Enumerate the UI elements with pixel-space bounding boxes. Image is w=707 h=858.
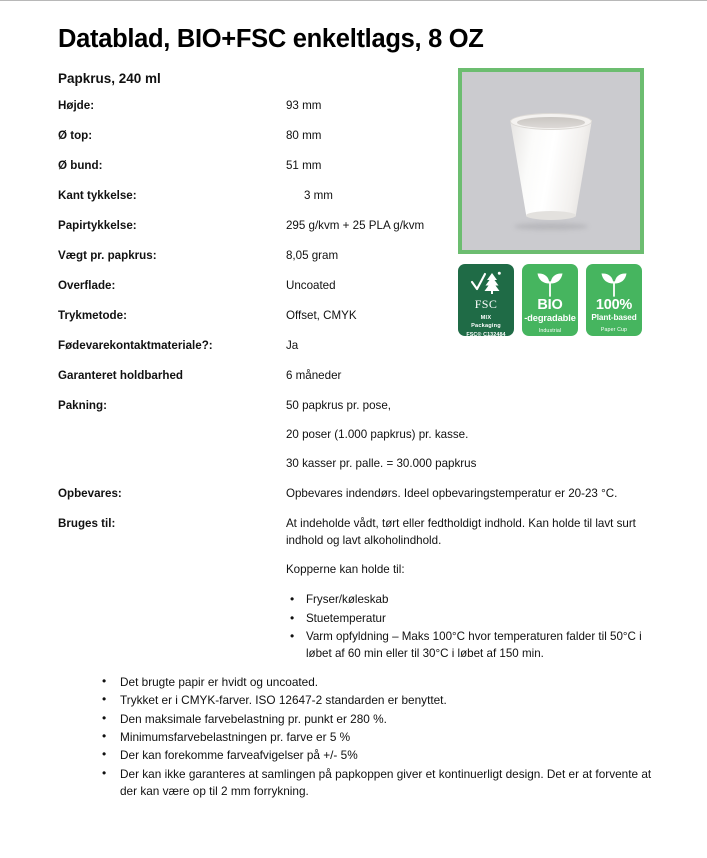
packing-line: 50 papkrus pr. pose, [285, 398, 392, 412]
spec-value: Ja [285, 338, 299, 352]
page-title: Datablad, BIO+FSC enkeltlags, 8 OZ [58, 25, 484, 54]
list-item: • Fryser/køleskab [306, 592, 658, 609]
spec-value: 8,05 gram [285, 248, 339, 262]
usage-bullet-list [286, 592, 658, 663]
table-row-storage [58, 486, 658, 516]
storage-text: Opbevares indendørs. Ideel opbevaringstemperatur er 20-23 °C. [285, 487, 618, 501]
spec-value: 6 måneder [285, 368, 342, 382]
spec-label: Ø bund: [58, 158, 103, 172]
list-item: • Varm opfyldning – Maks 100°C hvor temperaturen falder til 50°C i løbet af 60 min eller til 30°C i løbet af 150 min. [306, 629, 658, 663]
badge-fsc [458, 264, 514, 336]
spec-value: Offset, CMYK [285, 308, 357, 322]
badge-plant-based [586, 264, 642, 336]
table-row-usage [58, 516, 658, 678]
fsc-tree-checkmark-icon [458, 270, 514, 296]
fsc-packaging-label: Packaging [471, 323, 501, 329]
packing-line: 30 kasser pr. palle. = 30.000 papkrus [285, 457, 477, 471]
spec-value [286, 486, 658, 516]
spec-label: Fødevarekontaktmateriale?: [58, 338, 213, 352]
table-row [58, 338, 658, 368]
spec-label: Højde: [58, 99, 95, 112]
table-row [58, 368, 658, 398]
top-divider [0, 0, 707, 1]
spec-value: Uncoated [285, 278, 336, 292]
list-item: • Det brugte papir er hvidt og uncoated. [120, 674, 680, 691]
print-notes-list [120, 674, 680, 801]
product-photo-inner [462, 72, 640, 250]
spec-label: Kant tykkelse: [58, 188, 137, 202]
spec-label: Trykmetode: [58, 308, 127, 322]
badge-plantbased-subtitle: Plant-based [591, 312, 637, 322]
product-heading: Papkrus, 240 ml [58, 71, 161, 86]
spec-label: Garanteret holdbarhed [58, 368, 183, 382]
fsc-certificate-code: FSC® C132484 [466, 332, 506, 338]
leaf-sprout-icon [522, 270, 578, 297]
badge-plantbased-footnote: Paper Cup [600, 327, 628, 334]
badge-plantbased-title: 100% [595, 297, 633, 313]
certification-badges [458, 264, 648, 338]
spec-value [286, 398, 658, 487]
badge-biodegradable [522, 264, 578, 336]
cup-body [510, 120, 592, 217]
spec-label: Bruges til: [58, 517, 116, 531]
spec-value: 80 mm [285, 128, 322, 142]
spec-label: Ø top: [58, 128, 93, 142]
badge-bio-title: BIO [537, 297, 563, 313]
list-item: • Trykket er i CMYK-farver. ISO 12647-2 standarden er benyttet. [120, 692, 680, 709]
spec-label: Vægt pr. papkrus: [58, 248, 157, 262]
cup-bottom [526, 211, 576, 220]
badge-bio-footnote: Industrial [538, 328, 562, 335]
usage-paragraph: At indeholde vådt, tørt eller fedtholdigt indhold. Kan holde til lavt surt indhold og lavt alkoholindhold. [285, 517, 636, 547]
spec-label: Pakning: [58, 398, 107, 412]
spec-value [286, 516, 658, 678]
list-item: • Der kan ikke garanteres at samlingen på papkoppen giver et kontinuerligt design. Det er at forvente at der kan være op til 2 mm forrykning. [120, 766, 680, 801]
list-item: • Minimumsfarvebelastningen pr. farve er 5 % [120, 729, 680, 746]
fsc-mix-label: MIX [480, 315, 492, 321]
table-row-packing [58, 398, 658, 487]
list-item: • Der kan forekomme farveafvigelser på +/- 5% [120, 747, 680, 764]
spec-label: Opbevares: [58, 487, 122, 501]
spec-value: 295 g/kvm + 25 PLA g/kvm [285, 218, 425, 232]
cup-interior [517, 117, 585, 128]
spec-value: 3 mm [303, 188, 333, 202]
spec-label: Overflade: [58, 278, 116, 292]
spec-value: 93 mm [285, 99, 322, 112]
usage-bullets-intro: Kopperne kan holde til: [285, 563, 405, 577]
fsc-label: FSC [474, 297, 498, 311]
paper-cup-illustration [510, 113, 592, 217]
packing-line: 20 poser (1.000 papkrus) pr. kasse. [285, 427, 469, 441]
leaf-sprout-icon [586, 270, 642, 297]
cup-shadow [514, 223, 588, 230]
badge-bio-subtitle: -degradable [524, 312, 576, 323]
product-photo [458, 68, 644, 254]
list-item: • Den maksimale farvebelastning pr. punkt er 280 %. [120, 711, 680, 728]
list-item: • Stuetemperatur [306, 611, 658, 628]
spec-label: Papirtykkelse: [58, 218, 137, 232]
spec-value: 51 mm [285, 158, 322, 172]
